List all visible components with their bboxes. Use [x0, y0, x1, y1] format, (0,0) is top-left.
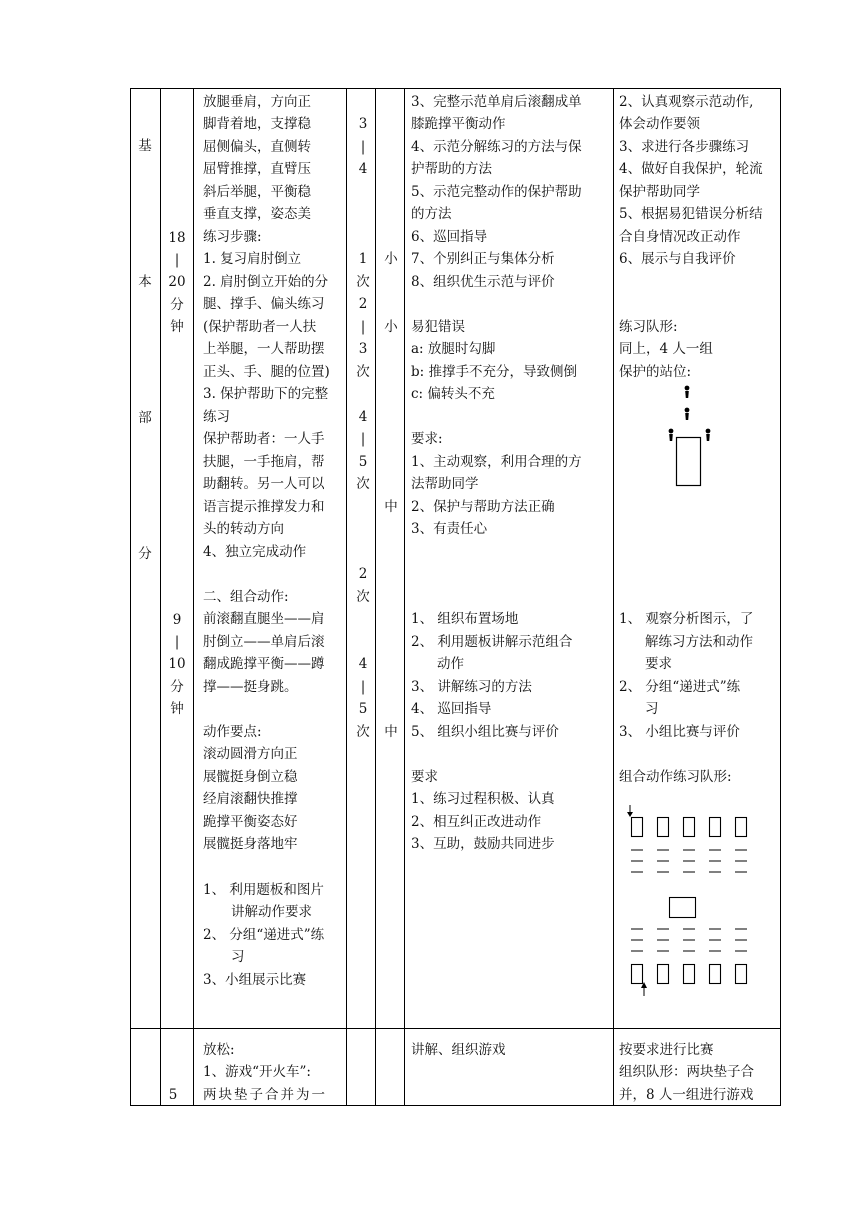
combo-formation-diagram: [622, 803, 752, 998]
content-line: 3. 保护帮助下的完整: [203, 386, 329, 402]
reps-char: 次: [356, 589, 370, 605]
student-line: 2、认真观察示范动作,: [619, 94, 754, 110]
teacher-line: 3、 讲解练习的方法: [411, 679, 532, 695]
reps-char: 4: [358, 161, 368, 177]
reps-char: 3: [358, 116, 368, 132]
table-divider: [160, 88, 161, 1106]
student-line: 练习队形:: [619, 319, 678, 335]
mat-rect: [658, 818, 669, 837]
teacher-line: 3、有责任心: [411, 521, 488, 537]
content-line: 保护帮助者：一人手: [203, 431, 325, 447]
student-line: 4、做好自我保护，轮流: [619, 161, 763, 177]
time-char: 分: [170, 679, 184, 695]
mat-rect: [710, 818, 721, 837]
teacher-line: 2、 利用题板讲解示范组合: [411, 634, 573, 650]
student-line: 组织队形：两块垫子合: [619, 1064, 754, 1080]
reps-char: 1: [358, 251, 368, 267]
content-line: 讲解动作要求: [231, 904, 312, 920]
teacher-line: 5、示范完整动作的保护帮助: [411, 184, 582, 200]
content-line: 屈侧偏头，直侧转: [203, 139, 311, 155]
content-line: 4、独立完成动作: [203, 544, 307, 560]
teacher-line: b: 推撑手不充分，导致侧倒: [411, 364, 577, 380]
content-line: 二、组合动作:: [203, 589, 289, 605]
reps-char: |: [360, 431, 366, 447]
time-char: 钟: [170, 319, 184, 335]
arrow-down-icon: [627, 805, 633, 817]
teacher-line: 1、 组织布置场地: [411, 611, 519, 627]
reps-char: 次: [356, 364, 370, 380]
content-line: 经肩滚翻快推撑: [203, 791, 298, 807]
student-line: 解练习方法和动作: [645, 634, 753, 650]
content-line: 2、 分组“递进式”练: [203, 927, 325, 943]
table-row-divider: [130, 1028, 781, 1029]
teacher-line: 膝跪撑平衡动作: [411, 116, 506, 132]
person-icon: [685, 408, 690, 420]
content-line: 1、 利用题板和图片: [203, 882, 324, 898]
content-line: 垂直支撑，姿态美: [203, 206, 311, 222]
teacher-line: 3、互助，鼓励共同进步: [411, 836, 555, 852]
mat-rect: [684, 965, 695, 984]
reps-char: 4: [358, 656, 368, 672]
teacher-line: 易犯错误: [411, 319, 465, 335]
mat-rect: [677, 438, 701, 486]
table-divider: [404, 88, 405, 1106]
content-line: 肘倒立——单肩后滚: [203, 634, 325, 650]
teacher-line: 2、相互纠正改进动作: [411, 814, 542, 830]
content-line: 练习: [203, 409, 230, 425]
time-char: |: [174, 252, 180, 268]
student-rows-top: [631, 850, 747, 872]
content-line: 语言提示推撑发力和: [203, 499, 325, 515]
reps-char: 4: [358, 409, 368, 425]
teacher-line: c: 偏转头不充: [411, 386, 495, 402]
content-line: 头的转动方向: [203, 521, 284, 537]
content-line: 腿、撑手、偏头练习: [203, 296, 325, 312]
time-char: 分: [170, 297, 184, 313]
student-line: 1、 观察分析图示，了: [619, 611, 754, 627]
content-line: 3、小组展示比赛: [203, 972, 307, 988]
reps-char: 2: [358, 296, 368, 312]
content-line: 动作要点:: [203, 724, 262, 740]
time-char: 18: [168, 230, 186, 246]
table-border-top: [130, 88, 781, 89]
content-line: 习: [231, 949, 245, 965]
student-line: 保护的站位:: [619, 364, 692, 380]
mat-rect: [710, 965, 721, 984]
teacher-line: 3、完整示范单肩后滚翻成单: [411, 94, 582, 110]
content-line: 正头、手、腿的位置): [203, 364, 330, 380]
time-char: 10: [168, 656, 186, 672]
section-char: 本: [138, 274, 152, 290]
arrow-up-icon: [641, 982, 647, 996]
reps-char: |: [360, 679, 366, 695]
student-line: 3、求进行各步骤练习: [619, 139, 750, 155]
student-line: 要求: [645, 656, 672, 672]
table-border-left: [130, 88, 131, 1106]
teacher-line: 护帮助的方法: [411, 161, 492, 177]
content-line: 脚背着地，支撑稳: [203, 116, 311, 132]
student-line: 习: [645, 701, 659, 717]
content-line: 滚动圆滑方向正: [203, 746, 298, 762]
content-line: 2. 肩肘倒立开始的分: [203, 274, 329, 290]
content-line: 1. 复习肩肘倒立: [203, 251, 302, 267]
student-line: 同上，4 人一组: [619, 341, 713, 357]
person-icon: [669, 429, 674, 441]
teacher-line: 1、主动观察，利用合理的方: [411, 454, 582, 470]
intensity-label: 小: [384, 251, 398, 267]
content-line: 1、游戏“开火车”:: [203, 1064, 311, 1080]
student-line: 并，8 人一组进行游戏: [619, 1087, 754, 1103]
teacher-line: 要求:: [411, 431, 443, 447]
table-border-right: [780, 88, 781, 1106]
reps-char: 2: [358, 566, 368, 582]
mat-rect: [684, 818, 695, 837]
student-line: 6、展示与自我评价: [619, 251, 736, 267]
reps-char: 次: [356, 476, 370, 492]
board-rect: [670, 898, 696, 918]
student-line: 5、根据易犯错误分析结: [619, 206, 763, 222]
content-line: 放松:: [203, 1042, 235, 1058]
reps-char: 5: [358, 454, 368, 470]
content-line: 跪撑平衡姿态好: [203, 814, 298, 830]
table-divider: [193, 88, 194, 1106]
student-line: 组合动作练习队形:: [619, 769, 732, 785]
teacher-line: 要求: [411, 769, 438, 785]
reps-char: |: [360, 139, 366, 155]
student-line: 按要求进行比赛: [619, 1042, 714, 1058]
content-line: 前滚翻直腿坐——肩: [203, 611, 325, 627]
teacher-line: 7、个别纠正与集体分析: [411, 251, 555, 267]
student-line: 合自身情况改正动作: [619, 229, 741, 245]
table-divider: [346, 88, 347, 1106]
content-line: 展髋挺身落地牢: [203, 836, 298, 852]
teacher-line: 4、 巡回指导: [411, 701, 492, 717]
content-line: 放腿垂肩，方向正: [203, 94, 311, 110]
content-line: 撑——挺身跳。: [203, 679, 298, 695]
intensity-label: 中: [384, 499, 398, 515]
teacher-line: 法帮助同学: [411, 476, 479, 492]
content-line: 翻成跪撑平衡——蹲: [203, 656, 325, 672]
teacher-line: 2、保护与帮助方法正确: [411, 499, 555, 515]
mat-rect: [736, 818, 747, 837]
section-char: 部: [138, 410, 152, 426]
section-char: 基: [138, 138, 152, 154]
protector-position-diagram: [660, 382, 720, 492]
teacher-line: a: 放腿时勾脚: [411, 341, 496, 357]
table-divider: [613, 88, 614, 1106]
teacher-line: 8、组织优生示范与评价: [411, 274, 555, 290]
intensity-label: 小: [384, 319, 398, 335]
teacher-line: 1、练习过程积极、认真: [411, 791, 555, 807]
student-line: 3、 小组比赛与评价: [619, 724, 740, 740]
mat-rect: [632, 965, 643, 984]
table-divider: [375, 88, 376, 1106]
time-char: |: [174, 634, 180, 650]
reps-char: 3: [358, 341, 368, 357]
reps-char: |: [360, 319, 366, 335]
teacher-line: 4、示范分解练习的方法与保: [411, 139, 582, 155]
time-char: 钟: [170, 701, 184, 717]
reps-char: 次: [356, 274, 370, 290]
time-char: 9: [172, 612, 182, 628]
student-line: 2、 分组“递进式”练: [619, 679, 741, 695]
mat-rect: [632, 818, 643, 837]
teacher-line: 5、 组织小组比赛与评价: [411, 724, 559, 740]
time-char: 5: [168, 1087, 178, 1103]
student-rows-bottom: [631, 929, 747, 951]
content-line: 展髋挺身倒立稳: [203, 769, 298, 785]
content-line: 扶腿，一手拖肩，帮: [203, 454, 325, 470]
person-icon: [685, 386, 690, 398]
mat-rect: [658, 965, 669, 984]
reps-char: 次: [356, 724, 370, 740]
content-line: (保护帮助者一人扶: [203, 319, 317, 335]
reps-char: 5: [358, 701, 368, 717]
content-line: 助翻转。另一人可以: [203, 476, 325, 492]
teacher-line: 的方法: [411, 206, 452, 222]
content-line: 斜后举腿，平衡稳: [203, 184, 311, 200]
student-line: 保护帮助同学: [619, 184, 700, 200]
content-line: 上举腿，一人帮助摆: [203, 341, 325, 357]
content-line: 屈臂推撑，直臂压: [203, 161, 311, 177]
intensity-label: 中: [384, 724, 398, 740]
mat-rect: [736, 965, 747, 984]
person-icon: [706, 429, 711, 441]
content-line: 两块垫子合并为一: [203, 1087, 327, 1103]
student-line: 体会动作要领: [619, 116, 700, 132]
time-char: 20: [168, 274, 186, 290]
teacher-line: 动作: [437, 656, 464, 672]
content-line: 练习步骤:: [203, 229, 262, 245]
teacher-line: 讲解、组织游戏: [411, 1042, 506, 1058]
section-char: 分: [138, 546, 152, 562]
teacher-line: 6、巡回指导: [411, 229, 488, 245]
